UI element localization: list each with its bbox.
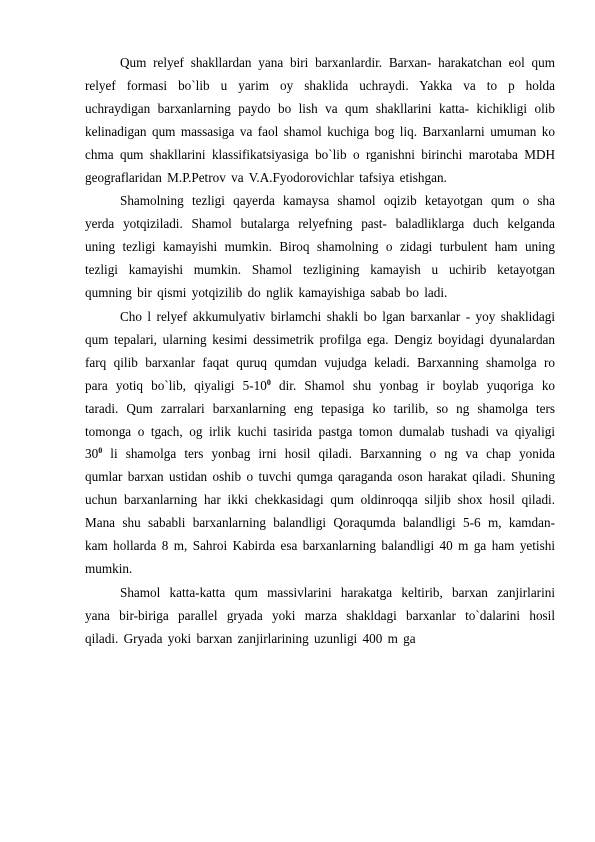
text-run: dir. Shamol shu yonbag ir boylab yuqoriga ko taradi. Qum zarralari barxanlarning eng tepasiga ko tarilib, so ng shamolga ters tomonga o tgach, og irlik kuchi tasirida pastga tomon dumalab tushadi va qiyaligi 30 [85, 377, 556, 462]
text-run: Qum relyef shakllardan yana biri barxanlardir. Barxan- harakatchan eol qum relyef formasi bo`lib u yarim oy shaklida uchraydi. Yakka va to p holda uchraydigan barxanlarning paydo bo lish va qum shakllarini katta- kichikligi olib kelinadigan qum massasiga va faol shamol kuchiga bog liq. Barxanlarni umuman ko chma qum shakllarini klassifikatsiyasiga bo`lib o rganishni birinchi marotaba MDH geograflaridan M.P.Petrov va V.A.Fyodorovichlar tafsiya etishgan. [85, 55, 555, 185]
paragraph-3 [85, 306, 555, 581]
document-page [85, 52, 555, 651]
paragraph-1 [85, 52, 555, 189]
text-run: Shamolning tezligi qayerda kamaysa shamol oqizib ketayotgan qum o sha yerda yotqiziladi. Shamol butalarga relyefning past- baladliklarga duch kelganda uning tezligi kamayishi mumkin. Biroq shamolning o zidagi turbulent ham uning tezligi kamayishi mumkin. Shamol tezligining kamayish u uchirib ketayotgan qumning bir qismi yotqizilib do nglik kamayishiga sabab bo ladi. [85, 193, 555, 301]
paragraph-2 [85, 190, 555, 305]
degree-superscript: 0 [98, 446, 103, 456]
text-run: Cho l relyef akkumulyativ birlamchi shakli bo lgan barxanlar - yoy shaklidagi qum tepalari, ularning kesimi dessimetrik profilga ega. Dengiz boyidagi dyunalardan farq qilib barxanlar faqat quruq qumdan vujudga keladi. Barxanning shamolga ro para yotiq bo`lib, qiyaligi 5-10 [85, 308, 555, 393]
degree-superscript: 0 [266, 377, 271, 387]
text-run: li shamolga ters yonbag irni hosil qiladi. Barxanning o ng va chap yonida qumlar barxan ustidan oshib o tuvchi qumga qaraganda oson harakat qiladi. Shuning uchun barxanlarning har ikki chekkasidagi qum oldinroqqa siljib shox hosil qiladi. Mana shu sababli barxanlarning balandligi Qoraqumda balandligi 5-6 m, kamdan-kam hollarda 8 m, Sahroi Kabirda esa barxanlarning balandligi 40 m ga ham yetishi mumkin. [85, 446, 555, 576]
text-run: Shamol katta-katta qum massivlarini harakatga keltirib, barxan zanjirlarini yana bir-biriga parallel gryada yoki marza shakldagi barxanlar to`dalarini hosil qiladi. Gryada yoki barxan zanjirlarining uzunligi 400 m ga [85, 584, 555, 646]
paragraph-4 [85, 582, 555, 651]
